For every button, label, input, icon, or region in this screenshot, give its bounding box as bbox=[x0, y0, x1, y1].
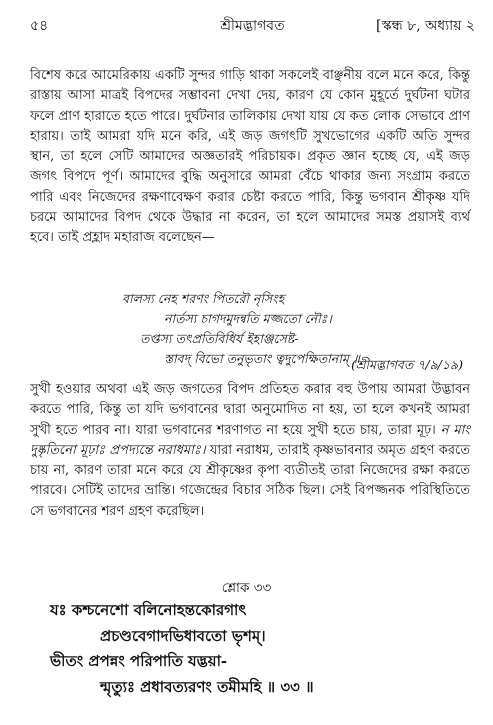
gita-quote: ন মাং দুষ্কৃতিনো মূঢ়াঃ প্রপদ্যন্তে নরাধমাঃ। bbox=[30, 422, 470, 458]
verse-line: তপ্তস্য তৎপ্রতিবিধির্য ইহাঞ্জসেষ্ট- bbox=[140, 331, 299, 346]
shloka-line: প্রচণ্ডবেগাদভিধাবতো ভৃশম্। bbox=[100, 626, 266, 645]
verse-reference: (শ্রীমদ্ভাগবত ৭/৯/১৯) bbox=[351, 357, 463, 372]
purport-paragraph-2 bbox=[30, 380, 470, 522]
page-number: ৫৪ bbox=[30, 18, 49, 34]
paragraph-text: সুখী হওয়ার অথবা এই জড় জগতের বিপদ প্রতিহত করার বহু উপায় আমরা উদ্ভাবন করতে পারি, কিন্তু তা যদি ভগবানের দ্বারা অনুমোদিত না হয়, তা হলে কখনই আমরা সুখী হতে পারব না। যারা ভগবানের শরণাগত না হয়ে সুখী হতে চায়, তারা মূঢ়। bbox=[30, 382, 470, 438]
verse-line: বালস্য নেহ শরণং পিতরৌ নৃসিংহ bbox=[122, 291, 285, 306]
shloka-line: যঃ কশ্চনেশো বলিনোহন্তকোরগাৎ bbox=[50, 601, 247, 619]
verse-line: স্তাবদ্ বিভো তনুভৃতাং ত্বদুপেক্ষিতানাম্ ॥ bbox=[164, 351, 360, 366]
page-header bbox=[30, 14, 475, 36]
shloka-line: ভীতং প্রপন্নং পরিপাতি যদ্ভয়া- bbox=[50, 652, 228, 670]
shloka-heading: শ্লোক ৩৩ bbox=[221, 580, 272, 596]
verse-line: নার্তস্য চাগদমুদন্বতি মজ্জতো নৌঃ। bbox=[164, 311, 332, 326]
paragraph-text: যারা নরাধম, তারাই কৃষ্ণভাবনার অমৃত গ্রহণ করতে চায় না, কারণ তারা মনে করে যে শ্রীকৃষ্ণের কৃপা ব্যতীতই তারা নিজেদের রক্ষা করতে পারবে। সেটিই তাদের ভ্রান্তি। গজেন্দ্রের বিচার সঠিক ছিল। সেই বিপজ্জনক পরিস্থিতিতে সে ভগবানের শরণ গ্রহণ করেছিল। bbox=[30, 442, 470, 519]
book-title: শ্রীমদ্ভাগবত bbox=[220, 18, 285, 34]
chapter-reference: [স্কন্ধ ৮, অধ্যায় ২ bbox=[376, 18, 475, 34]
sanskrit-shloka bbox=[50, 598, 480, 700]
purport-paragraph-1: বিশেষ করে আমেরিকায় একটি সুন্দর গাড়ি থাকা সকলেই বাঞ্ছনীয় বলে মনে করে, কিন্তু রাস্তায় আসা মাত্রই বিপদের সম্ভাবনা দেখা দেয়, কারণ যে কোন মুহূর্তে দুর্ঘটনা ঘটার ফলে প্রাণ হারাতে হতে পারে। দুর্ঘটনার তালিকায় দেখা যায় যে কত লোক সেভাবে প্রাণ হারায়। তাই আমরা যদি মনে করি, এই জড় জগৎটি সুখভোগের একটি অতি সুন্দর স্থান, তা হলে সেটি আমাদের অজ্ঞতারই পরিচায়ক। প্রকৃত জ্ঞান হচ্ছে যে, এই জড় জগৎ বিপদে পূর্ণ। আমাদের বুদ্ধি অনুসারে আমরা বেঁচে থাকার জন্য সংগ্রাম করতে পারি এবং নিজেদের রক্ষণাবেক্ষণ করার চেষ্টা করতে পারি, কিন্তু ভগবান শ্রীকৃষ্ণ যদি চরমে আমাদের বিপদ থেকে উদ্ধার না করেন, তা হলে আমাদের সমস্ত প্রয়াসই ব্যর্থ হবে। তাই প্রহ্লাদ মহারাজ বলেছেন— bbox=[30, 68, 470, 246]
shloka-line: ন্মৃত্যুঃ প্রধাবত্যরণং তমীমহি ॥ ৩৩ ॥ bbox=[100, 677, 314, 696]
